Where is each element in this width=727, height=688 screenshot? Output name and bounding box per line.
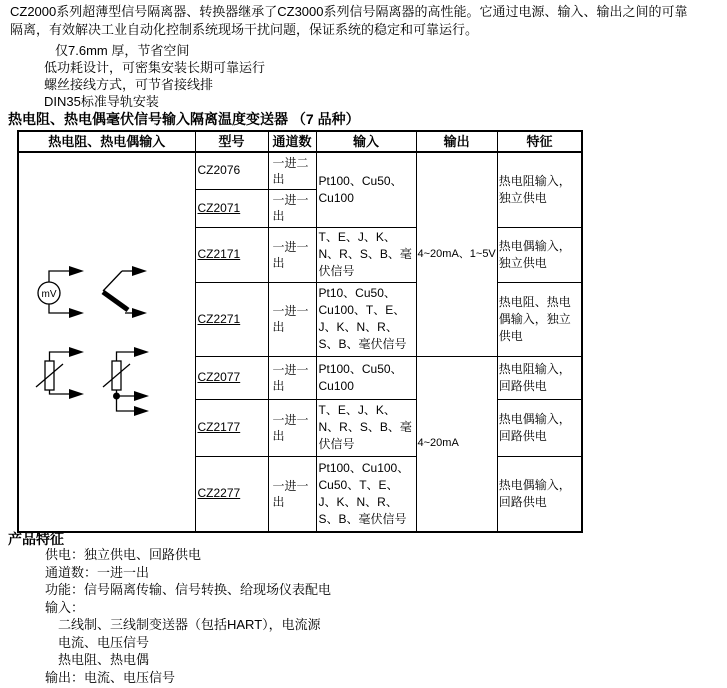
mv-arrows bbox=[69, 266, 84, 318]
bullet-item: 仅7.6mm 厚，节省空间 bbox=[55, 43, 190, 58]
features-list bbox=[0, 546, 331, 686]
model-text: CZ2076 bbox=[197, 163, 241, 178]
input-cell: Pt10、Cu50、Cu100、T、E、J、K、N、R、S、B、毫伏信号 bbox=[316, 282, 416, 356]
feature-line: 电流、电压信号 bbox=[58, 634, 150, 650]
section-heading: 热电阻、热电偶毫伏信号输入隔离温度变送器 （7 品种） bbox=[8, 111, 360, 127]
model-link[interactable]: CZ2271 bbox=[197, 311, 241, 326]
feature-line: 输入： bbox=[45, 599, 85, 615]
model-link[interactable]: CZ2077 bbox=[197, 370, 241, 384]
output-cell: 4~20mA bbox=[416, 356, 497, 532]
bullet-item: 螺丝接线方式，可节省接线排 bbox=[44, 77, 214, 92]
feature-cell: 热电偶输入，回路供电 bbox=[497, 456, 582, 532]
model-link[interactable]: CZ2177 bbox=[197, 420, 241, 434]
features-heading: 产品特征 bbox=[8, 531, 64, 547]
channels-cell: 一进一出 bbox=[268, 356, 316, 399]
header-channels: 通道数 bbox=[268, 131, 316, 152]
rtd-2wire-arrows bbox=[69, 347, 84, 399]
channels-cell: 一进一出 bbox=[268, 456, 316, 532]
feature-cell: 热电偶输入，独立供电 bbox=[497, 227, 582, 282]
header-model: 型号 bbox=[195, 131, 268, 152]
feature-line: 功能：信号隔离传输、信号转换、给现场仪表配电 bbox=[45, 582, 332, 597]
model-cell bbox=[195, 456, 268, 532]
channels-cell: 一进一出 bbox=[268, 227, 316, 282]
channels-cell: 一进一出 bbox=[268, 399, 316, 456]
intro-paragraph-line: CZ2000系列超薄型信号隔离器、转换器继承了CZ3000系列信号隔离器的高性能。它通过电源、输入、输出之间的可靠 bbox=[10, 4, 688, 19]
model-cell bbox=[195, 227, 268, 282]
feature-line: 输出：电流、电压信号 bbox=[45, 669, 176, 685]
feature-line: 通道数：一进一出 bbox=[45, 564, 150, 580]
feature-cell: 热电阻输入，回路供电 bbox=[497, 356, 582, 399]
table-row bbox=[18, 152, 582, 189]
rtd-3wire-icon bbox=[103, 352, 135, 411]
channels-cell: 一进一出 bbox=[268, 189, 316, 227]
channels-cell: 一进一出 bbox=[268, 282, 316, 356]
product-table bbox=[17, 130, 583, 533]
model-cell bbox=[195, 399, 268, 456]
input-cell: T、E、J、K、N、R、S、B、毫伏信号 bbox=[316, 399, 416, 456]
input-cell: Pt100、Cu100、Cu50、T、E、J、K、N、R、S、B、毫伏信号 bbox=[316, 456, 416, 532]
input-cell: T、E、J、K、N、R、S、B、毫伏信号 bbox=[316, 227, 416, 282]
input-cell: Pt100、Cu50、Cu100 bbox=[316, 152, 416, 227]
channels-cell: 一进二出 bbox=[268, 152, 316, 189]
model-cell bbox=[195, 189, 268, 227]
model-link[interactable]: CZ2277 bbox=[197, 486, 241, 501]
header-feature: 特征 bbox=[497, 131, 582, 152]
output-cell: 4~20mA、1~5V bbox=[416, 152, 497, 356]
model-link[interactable]: CZ2071 bbox=[197, 200, 241, 215]
bullet-item: DIN35标准导轨安装 bbox=[44, 94, 159, 109]
feature-line: 二线制、三线制变送器（包括HART），电流源 bbox=[58, 617, 321, 632]
feature-cell: 热电偶输入，回路供电 bbox=[497, 399, 582, 456]
feature-cell: 热电阻输入，独立供电 bbox=[497, 152, 582, 227]
model-cell bbox=[195, 356, 268, 399]
feature-line: 热电阻、热电偶 bbox=[58, 652, 150, 667]
intro-paragraph-line: 隔离，有效解决工业自动化控制系统现场干扰问题，保证系统的稳定和可靠运行。 bbox=[10, 22, 479, 37]
io-diagram bbox=[18, 152, 195, 532]
thermocouple-icon bbox=[103, 271, 134, 313]
header-output: 输出 bbox=[416, 131, 497, 152]
rtd-2wire-icon bbox=[36, 352, 70, 394]
model-cell bbox=[195, 282, 268, 356]
feature-cell: 热电阻、热电偶输入，独立供电 bbox=[497, 282, 582, 356]
bullet-item: 低功耗设计，可密集安装长期可靠运行 bbox=[44, 60, 266, 75]
input-cell: Pt100、Cu50、Cu100 bbox=[316, 356, 416, 399]
header-diagram: 热电阻、热电偶输入 bbox=[18, 131, 195, 152]
feature-line: 供电：独立供电、回路供电 bbox=[45, 547, 202, 562]
header-input: 输入 bbox=[316, 131, 416, 152]
model-cell bbox=[195, 152, 268, 189]
mv-label: mV bbox=[41, 289, 57, 300]
rtd-3wire-arrows bbox=[134, 347, 149, 416]
model-link[interactable]: CZ2171 bbox=[197, 247, 241, 261]
thermocouple-arrows bbox=[132, 266, 147, 318]
table-header-row bbox=[18, 131, 582, 152]
